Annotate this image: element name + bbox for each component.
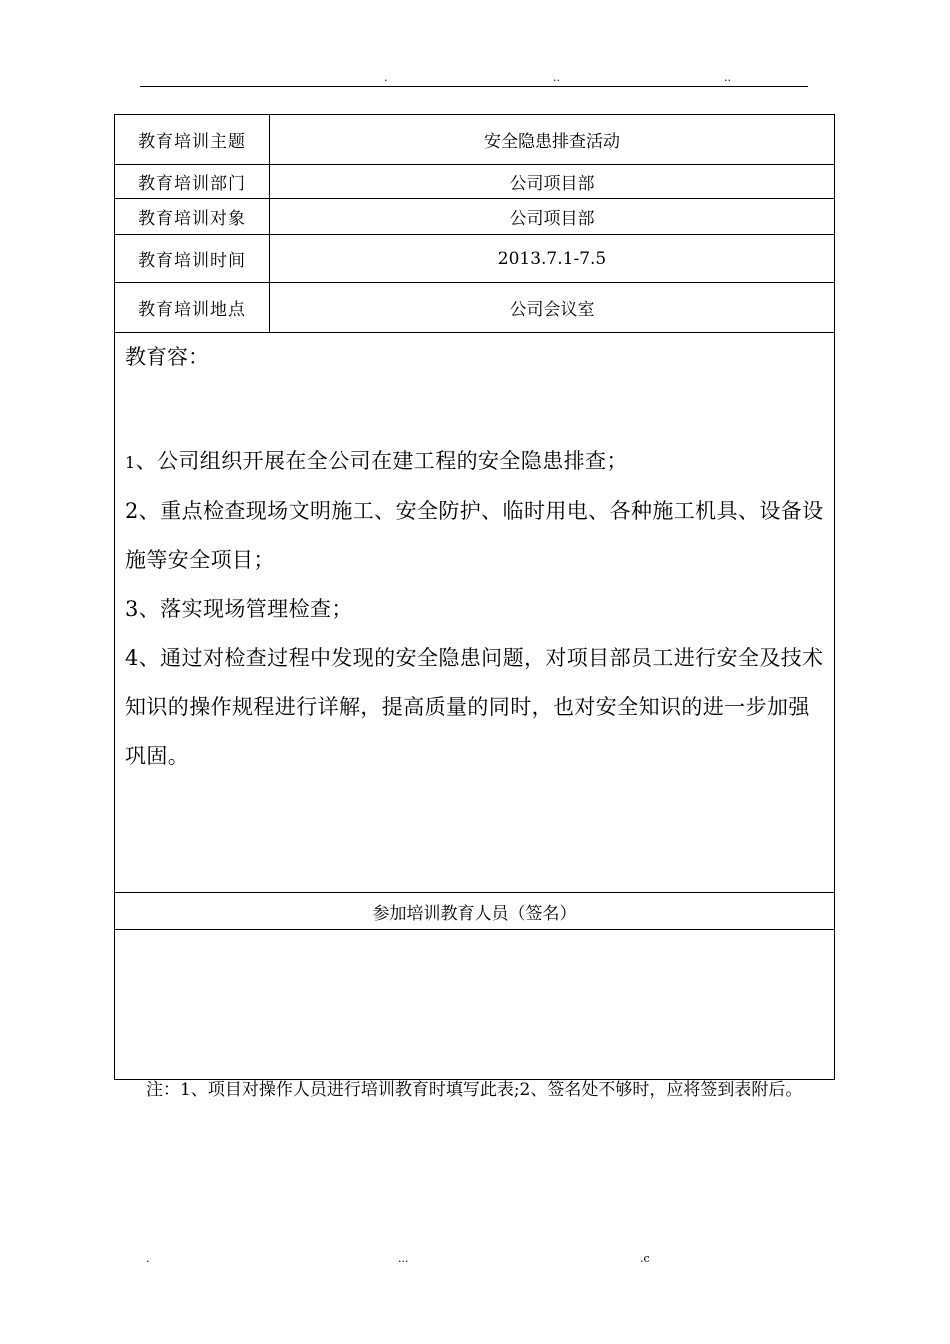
location-label: 教育培训地点 (115, 283, 270, 333)
form-row-time (115, 235, 835, 283)
form-row-content (115, 333, 835, 893)
form-row-signature-area (115, 930, 835, 1080)
topic-value: 安全隐患排查活动 (270, 115, 835, 165)
content-title: 教育容： (125, 345, 209, 369)
form-row-department (115, 165, 835, 199)
header-dot-3: .. (724, 71, 731, 84)
form-row-audience (115, 199, 835, 235)
signature-area[interactable] (115, 930, 835, 1080)
content-item-2: 2、重点检查现场文明施工、安全防护、临时用电、各种施工机具、设备设施等安全项目； (125, 499, 824, 572)
audience-label: 教育培训对象 (115, 199, 270, 235)
footer-dot-right: .c (640, 1252, 650, 1265)
header-dot-1: . (384, 71, 388, 84)
form-row-signature-header (115, 893, 835, 930)
time-label: 教育培训时间 (115, 235, 270, 283)
form-row-location (115, 283, 835, 333)
topic-label: 教育培训主题 (115, 115, 270, 165)
time-value: 2013.7.1-7.5 (270, 235, 835, 283)
department-value: 公司项目部 (270, 165, 835, 199)
form-note: 注：1、项目对操作人员进行培训教育时填写此表;2、签名处不够时，应将签到表附后。 (146, 1080, 803, 1100)
footer-dot-mid: ... (398, 1252, 409, 1265)
header-dot-2: .. (553, 71, 560, 84)
content-item-3: 3、落实现场管理检查； (125, 597, 353, 621)
header-rule (140, 86, 808, 87)
signature-header: 参加培训教育人员（签名） (115, 893, 835, 930)
department-label: 教育培训部门 (115, 165, 270, 199)
footer-dot-left: . (146, 1252, 150, 1265)
form-row-topic (115, 115, 835, 165)
content-cell (115, 333, 835, 893)
content-item-4: 4、通过对检查过程中发现的安全隐患问题，对项目部员工进行安全及技术知识的操作规程进行详解，提高质量的同时，也对安全知识的进一步加强巩固。 (125, 646, 824, 768)
content-item-1: 1、公司组织开展在全公司在建工程的安全隐患排查； (125, 449, 628, 473)
audience-value: 公司项目部 (270, 199, 835, 235)
location-value: 公司会议室 (270, 283, 835, 333)
training-record-form (114, 114, 835, 1080)
